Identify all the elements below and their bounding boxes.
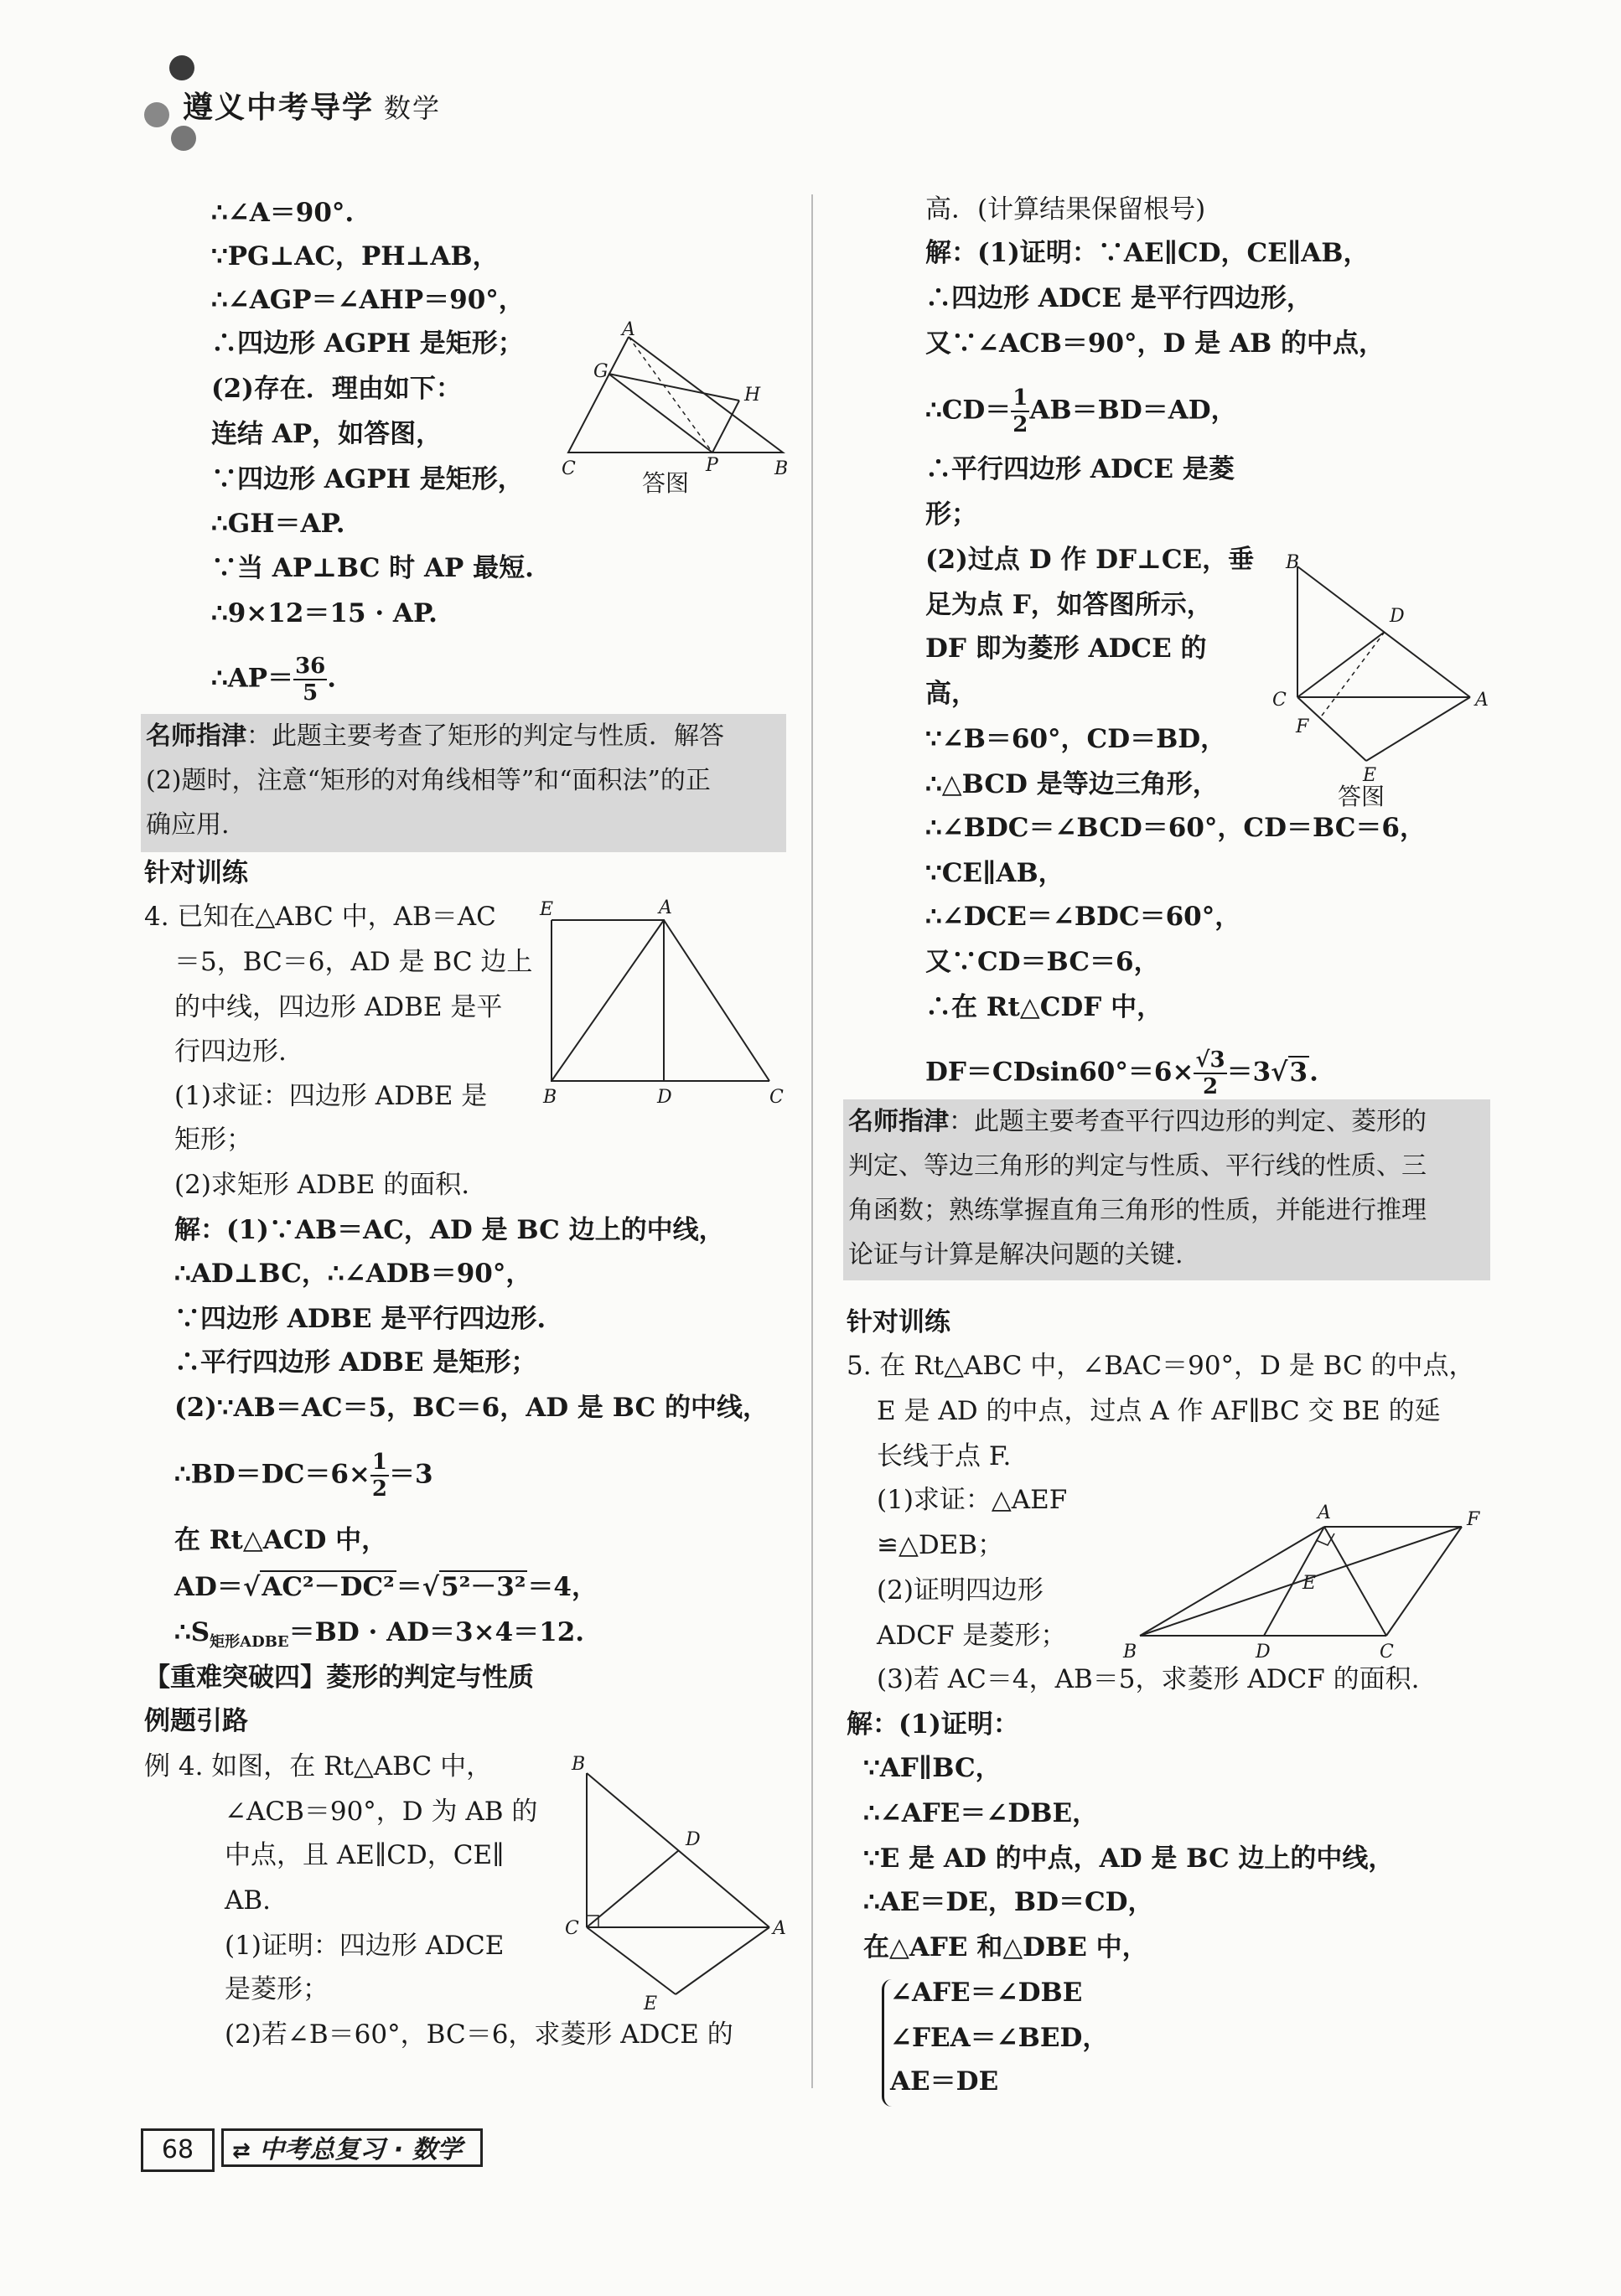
text-line: 的中线，四边形 ADBE 是平 bbox=[174, 992, 503, 1022]
text-line: 长线于点 F. bbox=[877, 1441, 1012, 1471]
text-line: 4. 已知在△ABC 中，AB＝AC bbox=[144, 902, 496, 932]
text-line: ∵∠B＝60°，CD＝BD， bbox=[925, 724, 1227, 754]
figure-rhombus-adce-answer bbox=[1266, 552, 1509, 810]
text-line: ∴平行四边形 ADCE 是菱 bbox=[925, 454, 1235, 484]
text-line: AB. bbox=[225, 1885, 272, 1916]
section-heading: 针对训练 bbox=[144, 858, 248, 888]
text-line: ∴BD＝DC＝6× $\frac{1}{2}$ ＝3 bbox=[174, 1450, 433, 1502]
text-line: ∴平行四边形 ADBE 是矩形； bbox=[174, 1347, 537, 1378]
text-line: ∴AP＝ $\frac{36}{5}$ . bbox=[211, 654, 337, 706]
text-line: ＝5，BC＝6，AD 是 BC 边上 bbox=[174, 947, 533, 977]
text-line: ∠FEA＝∠BED， bbox=[890, 2023, 1109, 2053]
point-label: A bbox=[773, 1918, 786, 1939]
point-label: D bbox=[1390, 606, 1405, 627]
text-line: E 是 AD 的中点，过点 A 作 AF∥BC 交 BE 的延 bbox=[877, 1396, 1441, 1426]
section-heading: 例题引路 bbox=[144, 1706, 248, 1736]
tip-box-1: 名师指津：此题主要考查了矩形的判定与性质．解答 (2)题时，注意“矩形的对角线相等”和“面积法”的正 确应用. bbox=[141, 714, 786, 852]
text-line: ADCF 是菱形； bbox=[877, 1621, 1067, 1651]
footer-logo-icon: ⇄ bbox=[232, 2138, 251, 2164]
text-line: (2)证明四边形 bbox=[877, 1575, 1044, 1606]
text-line: ∴∠DCE＝∠BDC＝60°， bbox=[925, 902, 1241, 932]
text-line: ∵CE∥AB， bbox=[925, 858, 1064, 888]
text-line: (3)若 AC＝4，AB＝5，求菱形 ADCF 的面积. bbox=[877, 1664, 1420, 1694]
text-line: ∴∠AFE＝∠DBE， bbox=[863, 1798, 1099, 1828]
text-line: (2)若∠B＝60°，BC＝6，求菱形 ADCE 的 bbox=[225, 2019, 733, 2050]
fraction: $\frac{1}{2}$ bbox=[1012, 385, 1028, 437]
figure-caption: 答图 bbox=[1338, 783, 1385, 810]
text-line: ∵四边形 ADBE 是平行四边形. bbox=[174, 1304, 546, 1334]
text-line: 例 4. 如图，在 Rt△ABC 中， bbox=[144, 1751, 493, 1781]
point-label: A bbox=[1475, 690, 1489, 711]
text-line: (2)∵AB＝AC＝5，BC＝6，AD 是 BC 的中线， bbox=[174, 1393, 769, 1423]
text-line: ∴AD⊥BC，∴∠ADB＝90°， bbox=[174, 1259, 532, 1289]
text-line: (2)过点 D 作 DF⊥CE，垂 bbox=[925, 545, 1255, 575]
text-line: ∵AF∥BC， bbox=[863, 1753, 1002, 1783]
text-line: 解：(1)∵AB＝AC，AD 是 BC 边上的中线， bbox=[174, 1215, 725, 1245]
text-line: ∴∠A＝90°. bbox=[211, 198, 355, 228]
text-line: ∴CD＝ $\frac{1}{2}$ AB＝BD＝AD， bbox=[925, 385, 1237, 437]
point-label: F bbox=[1467, 1509, 1480, 1530]
text-line: ∵E 是 AD 的中点，AD 是 BC 边上的中线， bbox=[863, 1844, 1395, 1874]
point-label: F bbox=[1296, 716, 1309, 737]
text-line: (1)求证：四边形 ADBE 是 bbox=[174, 1081, 488, 1111]
point-label: C bbox=[1380, 1642, 1394, 1663]
figure-rectangle-adbe bbox=[536, 898, 788, 1108]
text-line: 又∵∠ACB＝90°，D 是 AB 的中点， bbox=[925, 328, 1385, 359]
column-divider bbox=[811, 194, 813, 2088]
point-label: C bbox=[562, 458, 576, 479]
point-label: G bbox=[593, 361, 609, 382]
text-line: 又∵CD＝BC＝6， bbox=[925, 947, 1160, 977]
point-label: B bbox=[1123, 1642, 1137, 1663]
point-label: D bbox=[686, 1829, 701, 1850]
text-line: (2)存在．理由如下： bbox=[211, 374, 462, 404]
text-line: 连结 AP，如答图， bbox=[211, 419, 443, 449]
header-subject: 数学 bbox=[384, 92, 442, 124]
figure-caption: 答图 bbox=[642, 469, 690, 497]
text-line: DF 即为菱形 ADCE 的 bbox=[925, 633, 1207, 664]
text-line: ∠AFE＝∠DBE bbox=[890, 1978, 1083, 2008]
text-line: ∴∠BDC＝∠BCD＝60°，CD＝BC＝6， bbox=[925, 813, 1426, 843]
text-line: 在△AFE 和△DBE 中， bbox=[863, 1932, 1148, 1962]
section-heading: 针对训练 bbox=[847, 1307, 950, 1337]
text-line: ∵当 AP⊥BC 时 AP 最短. bbox=[211, 553, 534, 583]
text-line: ∴在 Rt△CDF 中， bbox=[925, 992, 1163, 1022]
text-line: 高， bbox=[925, 679, 977, 709]
header-title: 遵义中考导学 数学 bbox=[183, 90, 442, 125]
point-label: D bbox=[657, 1087, 672, 1108]
point-label: E bbox=[644, 1993, 658, 2014]
point-label: B bbox=[774, 458, 789, 479]
tip-box-2: 名师指津：此题主要考查平行四边形的判定、菱形的 判定、等边三角形的判定与性质、平行线的性质、三 角函数；熟练掌握直角三角形的性质，并能进行推理 论证与计算是解决问题的关键. bbox=[843, 1099, 1490, 1280]
section-heading: 【重难突破四】菱形的判定与性质 bbox=[144, 1663, 534, 1693]
text-line: 高．(计算结果保留根号) bbox=[925, 194, 1206, 225]
page-number: 68 bbox=[141, 2128, 215, 2172]
text-line: ∴四边形 ADCE 是平行四边形， bbox=[925, 283, 1313, 313]
point-label: D bbox=[1256, 1642, 1271, 1663]
point-label: C bbox=[565, 1918, 579, 1939]
text-line: ∴四边形 AGPH 是矩形； bbox=[211, 328, 524, 359]
text-line: ≌△DEB； bbox=[877, 1530, 1004, 1560]
text-line: 解：(1)证明： bbox=[847, 1709, 1019, 1740]
footer-book-title: ⇄ 中考总复习 · 数学 bbox=[221, 2128, 483, 2167]
point-label: B bbox=[1286, 552, 1300, 573]
text-line: 矩形； bbox=[174, 1125, 252, 1155]
text-line: ∵四边形 AGPH 是矩形， bbox=[211, 464, 524, 494]
text-line: ∴∠AGP＝∠AHP＝90°， bbox=[211, 285, 525, 315]
text-line: 足为点 F，如答图所示， bbox=[925, 590, 1213, 620]
point-label: P bbox=[706, 455, 718, 476]
text-line: 在 Rt△ACD 中， bbox=[174, 1525, 388, 1555]
point-label: A bbox=[622, 319, 635, 340]
point-label: A bbox=[1318, 1502, 1331, 1523]
text-line: 解：(1)证明：∵AE∥CD，CE∥AB， bbox=[925, 238, 1370, 268]
figure-rhombus-adcf bbox=[1123, 1493, 1492, 1678]
point-label: C bbox=[1272, 690, 1287, 711]
text-line: 是菱形； bbox=[225, 1974, 329, 2004]
point-label: E bbox=[540, 899, 554, 920]
text-line: $\therefore S_{矩形ADBE}=BD \cdot AD=3\times 4=12$. bbox=[174, 1617, 585, 1652]
text-line: 形； bbox=[925, 499, 977, 530]
text-line: ∴△BCD 是等边三角形， bbox=[925, 769, 1219, 799]
text-line: ∴GH＝AP. bbox=[211, 509, 345, 539]
fraction: $\frac{√3}{2}$ bbox=[1195, 1047, 1225, 1099]
text-line: 行四边形. bbox=[174, 1037, 287, 1067]
text-line: 5. 在 Rt△ABC 中，∠BAC＝90°，D 是 BC 的中点， bbox=[847, 1351, 1475, 1381]
text-line: ∠ACB＝90°，D 为 AB 的 bbox=[225, 1797, 538, 1827]
fraction: $\frac{1}{2}$ bbox=[371, 1450, 388, 1502]
text-line: (1)求证：△AEF bbox=[877, 1485, 1068, 1515]
point-label: B bbox=[543, 1087, 557, 1108]
text-line: ∴9×12＝15 · AP. bbox=[211, 598, 438, 628]
point-label: B bbox=[572, 1754, 586, 1775]
text-line: (1)证明：四边形 ADCE bbox=[225, 1931, 505, 1961]
point-label: H bbox=[744, 385, 761, 406]
text-line: AD＝√AC²－DC²＝√5²－3²＝4， bbox=[174, 1572, 598, 1602]
text-line: DF＝CDsin60°＝6× $\frac{√3}{2}$ ＝3√3. bbox=[925, 1047, 1318, 1099]
point-label: A bbox=[659, 897, 672, 918]
text-line: AE＝DE bbox=[890, 2066, 999, 2097]
text-line: (2)求矩形 ADBE 的面积. bbox=[174, 1170, 470, 1200]
fraction: $\frac{36}{5}$ bbox=[295, 654, 326, 706]
point-label: E bbox=[1363, 765, 1377, 786]
text-line: ∵PG⊥AC，PH⊥AB， bbox=[211, 241, 499, 271]
text-line: ∴AE＝DE，BD＝CD， bbox=[863, 1887, 1154, 1917]
figure-rhombus-adce bbox=[560, 1753, 795, 2014]
point-label: E bbox=[1302, 1573, 1317, 1594]
text-line: 中点，且 AE∥CD，CE∥ bbox=[225, 1840, 505, 1870]
figure-rectangle-agph bbox=[562, 319, 796, 497]
point-label: C bbox=[769, 1087, 784, 1108]
